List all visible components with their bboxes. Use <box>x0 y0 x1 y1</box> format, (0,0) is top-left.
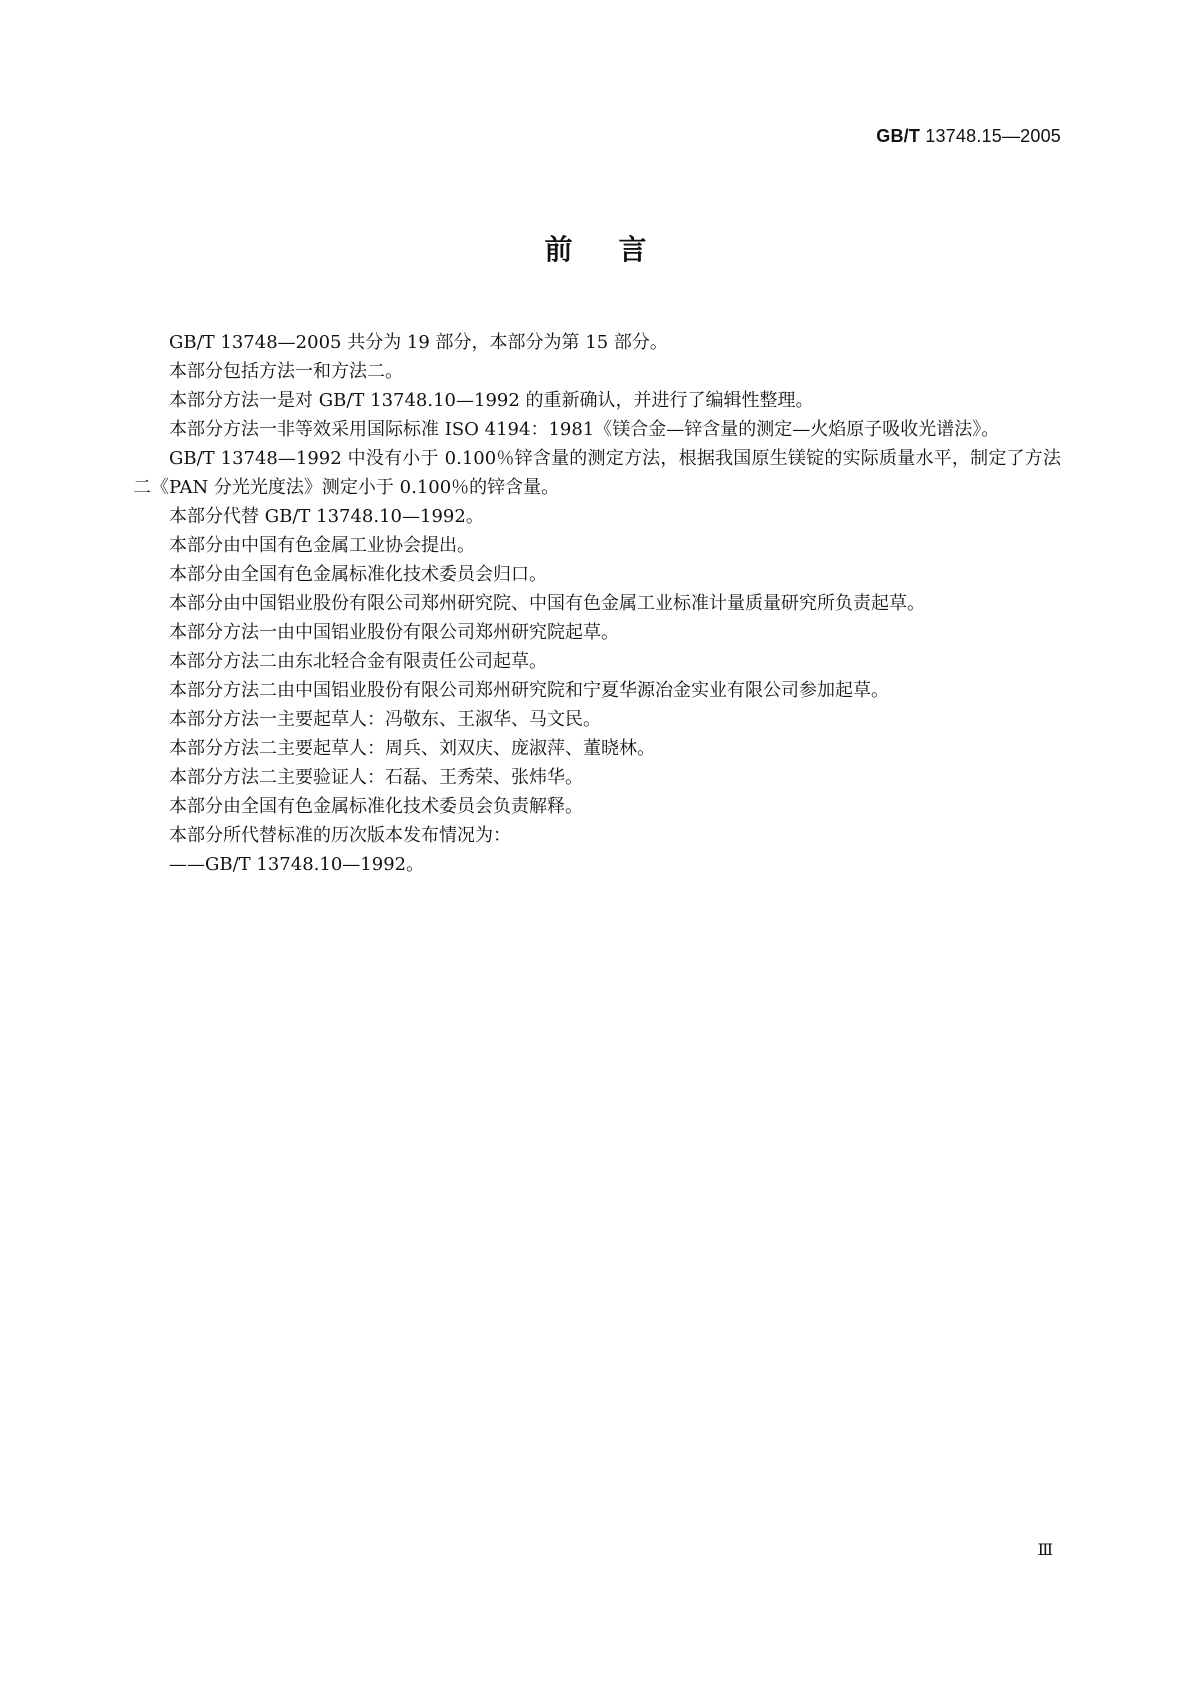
paragraph-method2-drafter-org: 本部分方法二由东北轻合金有限责任公司起草。 <box>169 651 547 672</box>
paragraph-history-intro: 本部分所代替标准的历次版本发布情况为： <box>169 825 511 846</box>
paragraph-replaces: 本部分代替 GB/T 13748.10—1992。 <box>169 506 484 527</box>
paragraph-method1-iso: 本部分方法一非等效采用国际标准 ISO 4194：1981《镁合金—锌含量的测定—火焰原子吸收光谱法》。 <box>169 419 1000 440</box>
paragraph-method1-drafters: 本部分方法一主要起草人：冯敬东、王淑华、马文民。 <box>169 709 601 730</box>
page-number: Ⅲ <box>1037 1540 1053 1559</box>
standard-code <box>876 126 1061 147</box>
paragraph-method2-drafters: 本部分方法二主要起草人：周兵、刘双庆、庞淑萍、董晓林。 <box>169 738 655 759</box>
standard-code-number: 13748.15—2005 <box>925 126 1061 146</box>
paragraph-centralized-by: 本部分由全国有色金属标准化技术委员会归口。 <box>169 564 547 585</box>
foreword-body <box>133 328 1061 879</box>
paragraph-history-item: ——GB/T 13748.10—1992。 <box>169 854 425 875</box>
page-title: 前言 <box>544 233 693 266</box>
paragraph-method2-participants: 本部分方法二由中国铝业股份有限公司郑州研究院和宁夏华源冶金实业有限公司参加起草。 <box>169 680 889 701</box>
paragraph-methods-included: 本部分包括方法一和方法二。 <box>169 361 403 382</box>
paragraph-proposed-by: 本部分由中国有色金属工业协会提出。 <box>169 535 475 556</box>
paragraph-method2-verifiers: 本部分方法二主要验证人：石磊、王秀荣、张炜华。 <box>169 767 583 788</box>
paragraph-method1-reconfirm: 本部分方法一是对 GB/T 13748.10—1992 的重新确认，并进行了编辑性整理。 <box>169 390 814 411</box>
paragraph-drafted-by: 本部分由中国铝业股份有限公司郑州研究院、中国有色金属工业标准计量质量研究所负责起草。 <box>169 593 925 614</box>
paragraph-part-count: GB/T 13748—2005 共分为 19 部分，本部分为第 15 部分。 <box>169 332 668 353</box>
standard-code-prefix: GB/T <box>876 126 921 146</box>
paragraph-method2-background: GB/T 13748—1992 中没有小于 0.100％锌含量的测定方法，根据我国原生镁锭的实际质量水平，制定了方法二《PAN 分光光度法》测定小于 0.100％的锌含量。 <box>133 448 1061 498</box>
paragraph-method1-drafter-org: 本部分方法一由中国铝业股份有限公司郑州研究院起草。 <box>169 622 619 643</box>
paragraph-interpretation: 本部分由全国有色金属标准化技术委员会负责解释。 <box>169 796 583 817</box>
